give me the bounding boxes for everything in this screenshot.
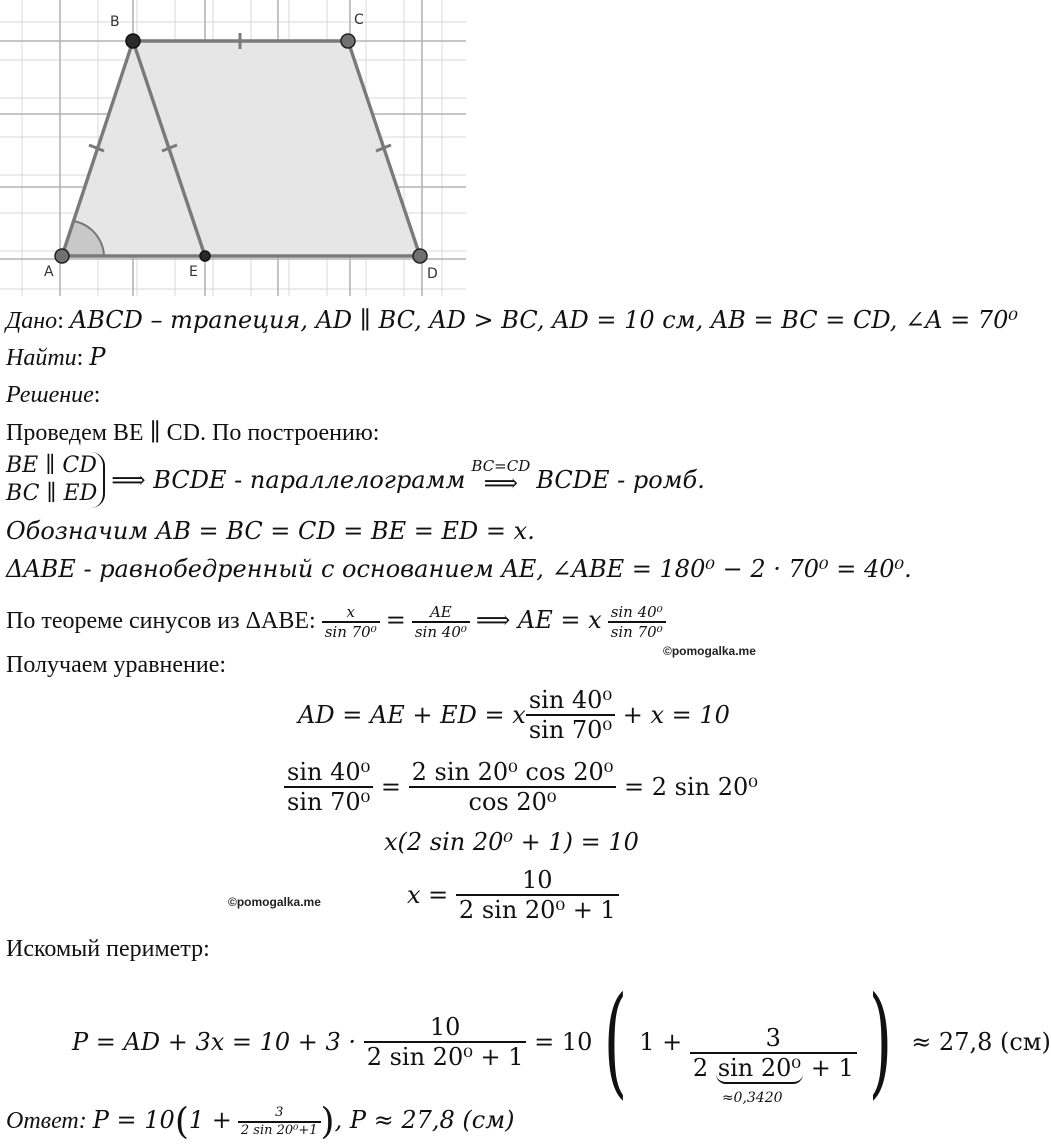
eq1-right: + x = 10	[622, 701, 730, 729]
eq2-left-fraction	[284, 758, 373, 816]
equation-3: x(2 sin 20⁰ + 1) = 10	[384, 828, 639, 856]
point-b	[126, 34, 140, 48]
answer-den: 2 sin 20⁰+1	[240, 1123, 318, 1139]
solution-label: Решение	[6, 382, 94, 408]
eq5-inner: 1 +	[639, 1028, 683, 1056]
implies-with-condition	[471, 457, 531, 497]
eq2-middle-fraction	[409, 758, 617, 816]
equation-2	[284, 758, 758, 816]
frac2-den: sin 40⁰	[414, 623, 467, 642]
equation-5	[72, 972, 1051, 1111]
answer-fraction	[238, 1105, 321, 1139]
eq5-inner-fraction	[690, 1024, 857, 1106]
find-label: Найти	[6, 345, 77, 371]
label-a: A	[44, 264, 54, 280]
step7-line: Искомый периметр:	[6, 936, 210, 962]
answer-line	[6, 1098, 514, 1144]
eq2-mnum: 2 sin 20⁰ cos 20⁰	[409, 758, 617, 788]
frac1-num: x	[322, 603, 380, 623]
rhombus-conclusion: BCDE - ромб.	[536, 466, 705, 494]
implies-condition: BC=CD	[471, 457, 531, 475]
eq4-fraction	[456, 866, 619, 924]
condition-1: BE ∥ CD	[6, 453, 97, 478]
eq5-fraction	[364, 1013, 527, 1071]
point-a	[55, 249, 69, 263]
eq2-lnum: sin 40⁰	[284, 758, 373, 788]
implies-arrow: ⟹	[483, 469, 519, 497]
step2-line	[6, 452, 705, 508]
answer-right-paren: )	[320, 1101, 335, 1143]
eq4-num: 10	[456, 866, 619, 896]
fraction-x-sin70	[322, 603, 380, 641]
parallelogram-conclusion: ⟹ BCDE - параллелограмм	[111, 466, 466, 494]
eq2-eq: =	[380, 773, 401, 801]
right-paren: )	[868, 972, 892, 1111]
fraction-sin40-sin70	[608, 603, 666, 641]
eq1-fraction	[526, 686, 615, 744]
answer-inner: 1 +	[188, 1106, 232, 1134]
find-line: Найти: P	[6, 343, 106, 371]
answer-right: , P ≈ 27,8 (см)	[334, 1106, 515, 1134]
eq4-left: x =	[407, 881, 449, 909]
watermark-1: ©pomogalka.me	[663, 644, 756, 658]
given-line: Дано: ABCD – трапеция, AD ∥ BC, AD > BC, AD = 10 см, AB = BC = CD, ∠A = 70⁰	[6, 306, 1018, 334]
eq4-den: 2 sin 20⁰ + 1	[458, 896, 616, 924]
given-label: Дано	[6, 308, 58, 334]
equation-1	[298, 686, 730, 744]
label-e: E	[189, 264, 198, 280]
eq1-left: AD = AE + ED = x	[298, 701, 526, 729]
eq2-right: = 2 sin 20⁰	[624, 773, 758, 801]
condition-2: BC ∥ ED	[6, 481, 98, 506]
frac3-num: sin 40⁰	[608, 603, 666, 623]
frac2-num: AE	[412, 603, 470, 623]
eq1-num: sin 40⁰	[526, 686, 615, 716]
ae-expression: ⟹ AE = x	[475, 606, 602, 634]
watermark-2: ©pomogalka.me	[228, 895, 321, 909]
answer-left: P = 10	[92, 1106, 175, 1134]
find-text: P	[89, 343, 106, 371]
equals-sign: =	[385, 606, 406, 634]
step5-prefix: По теореме синусов из ΔABE:	[6, 608, 316, 634]
frac3-den: sin 70⁰	[610, 623, 663, 642]
eq5-iden-sin: sin 20⁰	[717, 1054, 802, 1082]
conditions-system	[6, 452, 105, 508]
eq5-inum: 3	[690, 1024, 857, 1054]
solution-line: Решение:	[6, 382, 101, 408]
eq5-left: P = AD + 3x = 10 + 3 ·	[72, 1028, 357, 1056]
underbrace-value: ≈0,3420	[721, 1090, 783, 1106]
eq5-mid: = 10	[534, 1028, 593, 1056]
fraction-ae-sin40	[412, 603, 470, 641]
eq5-right: ≈ 27,8 (см)	[911, 1028, 1051, 1056]
answer-label: Ответ:	[6, 1108, 87, 1134]
eq2-lden: sin 70⁰	[287, 788, 371, 816]
step5-line	[6, 592, 666, 649]
frac1-den: sin 70⁰	[324, 623, 377, 642]
given-text: ABCD – трапеция, AD ∥ BC, AD > BC, AD = 10 см, AB = BC = CD, ∠A = 70⁰	[69, 306, 1018, 334]
label-d: D	[427, 266, 438, 282]
eq5-iden	[690, 1054, 857, 1106]
left-paren: (	[604, 972, 628, 1111]
step6-line: Получаем уравнение:	[6, 652, 227, 678]
point-d	[413, 249, 427, 263]
eq5-den: 2 sin 20⁰ + 1	[366, 1043, 524, 1071]
trapezoid-figure	[0, 0, 470, 296]
point-e	[200, 251, 210, 261]
point-c	[341, 34, 355, 48]
answer-num: 3	[238, 1105, 321, 1123]
step1-line: Проведем BE ∥ CD. По построению:	[6, 420, 380, 446]
label-c: C	[354, 12, 364, 28]
step3-line: Обозначим AB = BC = CD = BE = ED = x.	[6, 517, 535, 545]
eq5-num: 10	[364, 1013, 527, 1043]
equation-4	[407, 866, 619, 924]
eq5-iden-post: + 1	[810, 1054, 854, 1082]
eq2-mden: cos 20⁰	[468, 788, 557, 816]
label-b: B	[110, 14, 120, 30]
eq1-den: sin 70⁰	[528, 716, 613, 744]
step4-line: ΔABE - равнобедренный с основанием AE, ∠ABE = 180⁰ − 2 · 70⁰ = 40⁰.	[6, 555, 912, 583]
answer-left-paren: (	[174, 1101, 189, 1143]
underbrace-sin20	[716, 1054, 803, 1106]
eq5-iden-pre: 2	[692, 1054, 709, 1082]
